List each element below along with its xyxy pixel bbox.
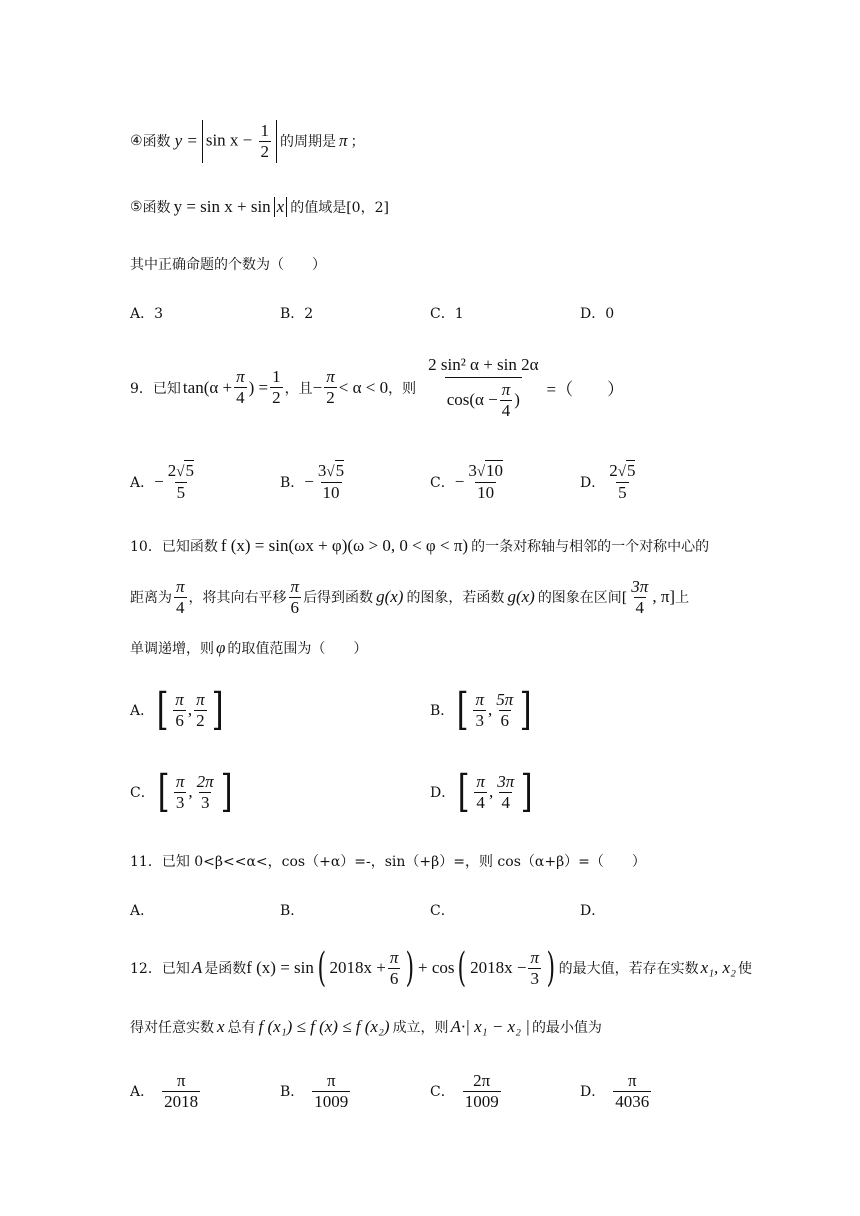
option-label: D． [580, 474, 606, 491]
statement-5 [130, 197, 389, 217]
q10-option-a[interactable] [130, 684, 226, 735]
q12-line2-c: 成立，则 [392, 1020, 449, 1036]
pi-symbol: π [339, 131, 348, 151]
fraction-numerator: 2π [196, 771, 214, 791]
left-paren: ( [317, 945, 326, 991]
fraction-numerator: π [175, 689, 184, 709]
fraction-numerator: π [236, 367, 245, 387]
fraction-denominator: 6 [290, 597, 300, 617]
q9-d-fraction [607, 462, 637, 502]
q8-option-b[interactable]: B．2 [280, 306, 314, 322]
q12-option-b[interactable] [280, 1072, 352, 1111]
fraction-denominator: 2 [326, 388, 335, 408]
fraction-numerator: π [327, 1071, 336, 1090]
q12-option-d[interactable] [580, 1072, 653, 1111]
q9-equals-paren: =（ ） [546, 380, 625, 400]
fraction-denominator: 2018 [164, 1091, 199, 1111]
fraction-denominator: 10 [322, 482, 340, 502]
q9-b-fraction [316, 462, 346, 502]
interval-start [173, 691, 186, 730]
q10-function: f (x) = sin(ωx + φ)(ω > 0, 0 < φ < π) [220, 536, 469, 555]
q12-plus-cos: + cos [417, 958, 455, 977]
fraction-numerator: 3π [631, 577, 649, 596]
fraction-denominator: 2 [196, 710, 205, 730]
fraction-numerator: 5π [496, 689, 514, 709]
coefficient: 3 [317, 461, 327, 480]
q11-option-a[interactable]: A． [130, 903, 155, 919]
q10-line2-c: 后得到函数 [303, 590, 374, 607]
q12-f-eq: f (x) = sin [246, 958, 314, 977]
interval-end [495, 773, 516, 812]
fraction-denominator: 6 [175, 710, 184, 730]
q11-option-d[interactable]: D． [580, 903, 606, 919]
option-label: A． [130, 1084, 155, 1101]
fraction-denominator: 3 [175, 792, 185, 812]
option-label: C． [130, 785, 155, 801]
fraction-denominator: 3 [530, 968, 539, 988]
fraction-numerator: π [175, 771, 185, 791]
coefficient: 2 [167, 461, 177, 480]
q11-option-b[interactable]: B． [280, 903, 305, 919]
minus-sign: − [154, 471, 164, 491]
absolute-value-expression [202, 120, 277, 163]
statement-5-prefix: 函数 [142, 200, 171, 216]
fraction-numerator: π [196, 689, 205, 709]
fraction-denominator: 6 [389, 968, 399, 988]
right-bracket: ] [220, 766, 233, 817]
q9-tan-left: tan(α + [182, 377, 233, 397]
statement-4-suffix: 的周期是 [280, 134, 337, 151]
interval-start [174, 773, 187, 812]
option-label: A． [130, 703, 155, 719]
fraction-denominator: 2 [260, 141, 270, 161]
q12-option-a[interactable] [130, 1072, 202, 1111]
q9-option-a[interactable] [130, 462, 198, 502]
fraction-denominator: 4 [635, 597, 645, 617]
minus-sign: − [304, 471, 314, 491]
right-bracket: ] [211, 684, 224, 735]
q9-den-pi-over-4 [500, 381, 513, 420]
q9-big-fraction [424, 356, 542, 420]
q10-line2-a: 距离为 [130, 590, 172, 607]
option-label: D． [430, 785, 456, 801]
left-bracket: [ [156, 684, 169, 735]
fraction-numerator: 2π [473, 1071, 491, 1090]
fraction-numerator [466, 462, 505, 482]
q9-pi-over-4 [234, 368, 247, 407]
fraction-denominator: 5 [618, 482, 627, 502]
fraction-numerator: π [627, 1071, 637, 1090]
fraction-numerator: 3π [497, 771, 515, 791]
q12-expression: A·| x₁ − x₂ | [450, 1017, 530, 1036]
q10-line1-tail: 的一条对称轴与相邻的一个对称中心的 [471, 539, 710, 555]
fraction-denominator: 3 [200, 792, 210, 812]
q12-pi-over-3 [528, 949, 541, 988]
radicand: 10 [486, 461, 504, 480]
q10-line2-e: 的图象在区间[ [537, 590, 628, 607]
fraction-denominator: 4 [501, 400, 511, 420]
interval-end [494, 691, 515, 730]
fraction-numerator: π [389, 947, 399, 967]
fraction-denominator: 3 [475, 710, 484, 730]
option-label: B． [280, 474, 305, 491]
interval-start [473, 691, 486, 730]
interval-start [474, 773, 487, 812]
question-10-line-3 [130, 638, 367, 658]
q10-option-c[interactable] [130, 766, 235, 817]
q9-minus: − [312, 377, 323, 397]
fraction-numerator: π [290, 577, 300, 596]
q10-lead: 10．已知函数 [130, 539, 218, 555]
q12-x: x [217, 1017, 225, 1036]
q12-line1-b: 是函数 [204, 961, 247, 977]
q8-option-a[interactable]: A．3 [130, 306, 164, 322]
q10-line2-d: 的图象，若函数 [406, 590, 505, 607]
statement-4-end: ； [350, 134, 365, 151]
q11-option-c[interactable]: C． [430, 903, 455, 919]
q8-option-d[interactable]: D．0 [580, 306, 615, 322]
comma: , [188, 782, 193, 801]
q9-range-right: < α < 0 [338, 377, 389, 397]
q9-big-numerator: 2 sin² α + sin 2α [428, 355, 539, 374]
fraction-numerator: π [501, 379, 511, 399]
q10-pi-over-4 [174, 578, 187, 617]
fraction-numerator [607, 462, 637, 482]
q9-big-denominator [445, 377, 522, 420]
interval-end [195, 773, 216, 812]
fraction-numerator: π [475, 689, 484, 709]
question-12-line-2 [130, 1017, 602, 1037]
q9-pi-over-2 [324, 368, 337, 407]
q10-line3-b: 的取值范围为（ ） [227, 641, 368, 657]
q9-c-fraction [466, 462, 505, 502]
q12-arg1: 2018x + [329, 958, 386, 977]
fraction-denominator: 6 [500, 710, 510, 730]
q10-g-function: g(x) [376, 587, 404, 607]
question-9 [130, 356, 624, 420]
abs-body: sin x − [205, 130, 253, 150]
right-paren: ) [546, 945, 556, 991]
fraction-denominator: 10 [477, 482, 495, 502]
circle-number-5: ⑤ [130, 199, 143, 215]
option-label: C． [430, 474, 455, 491]
comma: , [488, 700, 493, 719]
minus-sign: − [454, 471, 465, 491]
statement-5-suffix: 的值域是[0，2] [290, 200, 389, 216]
question-10-line-1 [130, 536, 709, 556]
sqrt-icon: √ [176, 464, 185, 480]
q12-line1-d: 使 [738, 961, 752, 977]
absolute-x: x [274, 197, 288, 217]
q9-tan-right: ) = [248, 377, 269, 397]
q12-d-fraction [613, 1072, 651, 1111]
right-bracket: ] [520, 766, 533, 817]
fraction-denominator: 4036 [615, 1091, 650, 1111]
q12-a-fraction [162, 1072, 200, 1111]
circle-number-4: ④ [130, 133, 143, 150]
radicand: 5 [335, 461, 345, 480]
left-bracket: [ [457, 766, 470, 817]
question-10-line-2 [130, 578, 689, 617]
q9-option-c[interactable] [430, 462, 507, 502]
fraction-numerator: π [176, 577, 185, 596]
question-11: 11．已知 0<β<<α<，cos（+α）=-，sin（+β）=，则 cos（α+β）=（ ） [130, 854, 646, 870]
fraction-numerator: π [326, 367, 335, 387]
q10-option-b[interactable] [430, 684, 534, 735]
q12-x1x2: x₁, x₂ [700, 958, 736, 977]
fraction-denominator: 5 [176, 482, 186, 502]
q10-line2-f: 上 [675, 590, 690, 607]
q12-line2-d: 的最小值为 [531, 1020, 602, 1036]
fraction-denominator: 1009 [314, 1091, 349, 1111]
right-bracket: ] [519, 684, 532, 735]
q9-option-d[interactable] [580, 462, 639, 502]
fraction-numerator: 1 [272, 367, 281, 387]
sqrt-icon: √ [476, 464, 486, 480]
q12-c-fraction [463, 1072, 501, 1111]
comma: , [488, 782, 494, 801]
question-count-text: 其中正确命题的个数为（ ） [130, 257, 326, 273]
q9-and: ，且 [284, 380, 313, 397]
option-label: B． [280, 1084, 305, 1101]
q10-g-function-2: g(x) [507, 587, 535, 607]
q9-option-b[interactable] [280, 462, 348, 502]
q10-line3-a: 单调递增，则 [130, 641, 214, 657]
q10-interval-end: , π] [652, 587, 676, 607]
fraction-one-half [259, 122, 272, 161]
fraction-denominator: 4 [476, 792, 485, 812]
q10-pi-over-6 [289, 578, 302, 617]
q12-arg2: 2018x − [470, 958, 527, 977]
left-bracket: [ [456, 684, 469, 735]
q10-line2-b: ，将其向右平移 [188, 590, 287, 607]
interval-end [194, 691, 207, 730]
q9-then: ，则 [388, 380, 417, 397]
comma: , [187, 700, 193, 719]
q10-three-pi-over-4 [629, 578, 650, 617]
q12-pi-over-6 [388, 949, 401, 988]
option-label: D． [580, 1084, 606, 1101]
right-paren: ) [405, 945, 415, 991]
fraction-numerator: 1 [260, 121, 270, 140]
radicand: 5 [626, 461, 636, 480]
fraction-denominator: 4 [176, 597, 185, 617]
radicand: 5 [185, 461, 194, 480]
q12-b-fraction [312, 1072, 350, 1111]
fraction-numerator: π [176, 1071, 186, 1090]
q10-phi: φ [216, 638, 226, 657]
sqrt-icon: √ [617, 464, 626, 480]
fraction-denominator: 4 [501, 792, 510, 812]
q9-one-half [270, 368, 283, 407]
q10-option-d[interactable] [430, 766, 535, 817]
q12-line2-a: 得对任意实数 [130, 1020, 214, 1036]
q9-a-fraction [166, 462, 196, 502]
fraction-denominator: 2 [272, 388, 281, 408]
q12-option-c[interactable] [430, 1072, 503, 1111]
coefficient: 3 [468, 461, 477, 480]
option-label: B． [430, 703, 455, 719]
question-12-line-1 [130, 945, 752, 991]
q12-line1-c: 的最大值，若存在实数 [558, 961, 699, 977]
option-label: A． [130, 474, 155, 491]
statement-4-lhs: y = [174, 131, 198, 151]
q9-cos-left: cos(α − [446, 390, 498, 410]
statement-5-expr: y = sin x + sin [173, 197, 271, 216]
q8-option-c[interactable]: C．1 [430, 306, 464, 322]
q9-cos-right: ) [514, 390, 520, 410]
left-paren: ( [457, 945, 467, 991]
fraction-denominator: 4 [236, 388, 245, 408]
q9-lead: 9．已知 [130, 380, 181, 397]
fraction-denominator: 1009 [464, 1091, 499, 1111]
statement-4 [130, 120, 365, 163]
sqrt-icon: √ [326, 464, 335, 480]
q12-lead: 12．已知 [130, 961, 190, 977]
q12-A: A [191, 958, 203, 977]
option-label: C． [430, 1084, 455, 1101]
left-bracket: [ [157, 766, 170, 817]
fraction-numerator: π [530, 947, 539, 967]
fraction-numerator [166, 462, 196, 482]
coefficient: 2 [609, 461, 618, 480]
q12-inequality: f (x₁) ≤ f (x) ≤ f (x₂) [258, 1017, 390, 1036]
statement-4-prefix: 函数 [142, 134, 171, 151]
q12-line2-b: 总有 [227, 1020, 256, 1036]
fraction-numerator: π [476, 771, 485, 791]
fraction-numerator [316, 462, 346, 482]
